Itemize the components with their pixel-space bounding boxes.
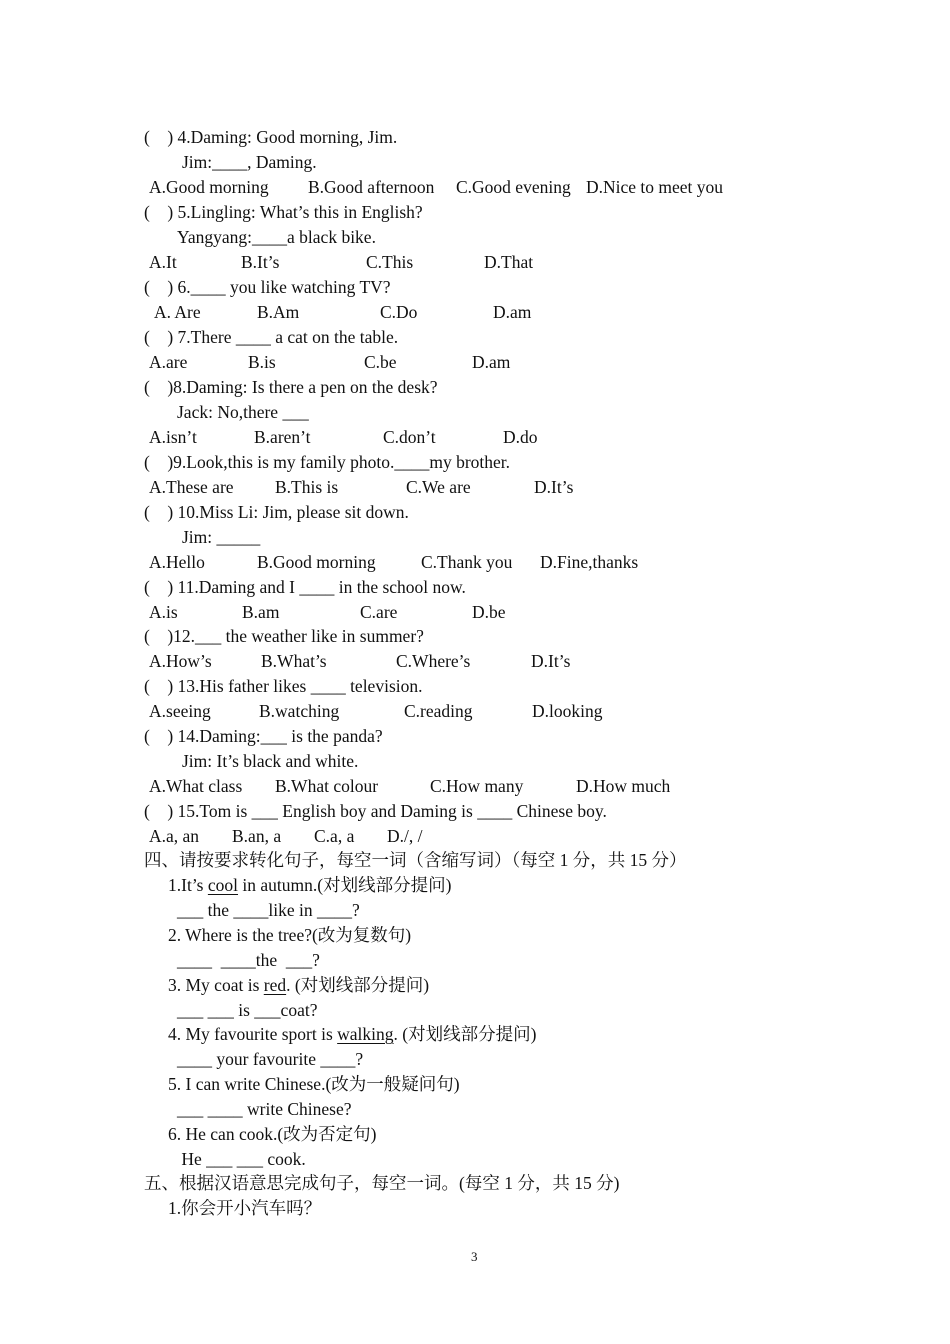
option-a: A.These are — [149, 477, 234, 497]
question-14-stem: ( ) 14.Daming:___ is the panda? — [144, 726, 383, 746]
section-5-item-1: 1.你会开小汽车吗？ — [168, 1198, 322, 1218]
question-8-reply: Jack: No,there ___ — [177, 402, 309, 422]
section-4-item-6-answer: He ___ ___ cook. — [177, 1149, 306, 1169]
option-a: A.isn’t — [149, 427, 197, 447]
section-4-item-5: 5. I can write Chinese.(改为一般疑问句) — [168, 1074, 460, 1094]
section-4-item-4-answer: ____ your favourite ____? — [177, 1049, 364, 1069]
question-14-reply: Jim: It’s black and white. — [182, 751, 359, 771]
section-4-item-3: 3. My coat is red. (对划线部分提问) — [168, 975, 430, 995]
option-a: A.Good morning — [149, 177, 269, 197]
option-c: C.don’t — [383, 427, 436, 447]
question-5-stem: ( ) 5.Lingling: What’s this in English? — [144, 202, 423, 222]
question-4-stem: ( ) 4.Daming: Good morning, Jim. — [144, 127, 398, 147]
section-4-item-1: 1.It’s cool in autumn.(对划线部分提问) — [168, 875, 452, 895]
option-b: B.aren’t — [254, 427, 311, 447]
option-c: C.Where’s — [396, 651, 471, 671]
option-a: A.It — [149, 252, 177, 272]
section-4-item-4: 4. My favourite sport is walking. (对划线部分提问) — [168, 1024, 537, 1044]
underlined-word: walking — [337, 1024, 394, 1044]
option-c: C.How many — [430, 776, 524, 796]
question-13-stem: ( ) 13.His father likes ____ television. — [144, 676, 423, 696]
underlined-word: cool — [207, 875, 239, 895]
option-d: D.looking — [532, 701, 603, 721]
question-15-stem: ( ) 15.Tom is ___ English boy and Daming is ____ Chinese boy. — [144, 801, 607, 821]
option-c: C.Do — [380, 302, 418, 322]
section-5-title: 五、根据汉语意思完成句子，每空一词。(每空 1 分，共 15 分) — [144, 1173, 620, 1193]
option-b: B.Good morning — [257, 552, 376, 572]
option-d: D./, / — [387, 826, 423, 846]
question-8-stem: ( )8.Daming: Is there a pen on the desk? — [144, 377, 438, 397]
question-9-stem: ( )9.Look,this is my family photo.____my brother. — [144, 452, 511, 472]
section-4-item-5-answer: ___ ____ write Chinese? — [177, 1099, 352, 1119]
option-c: C.We are — [406, 477, 471, 497]
option-d: D.am — [493, 302, 532, 322]
option-d: D.That — [484, 252, 534, 272]
option-c: C.be — [364, 352, 397, 372]
option-d: D.be — [472, 602, 506, 622]
section-4-item-1-answer: ___ the ____like in ____? — [177, 900, 360, 920]
option-b: B.an, a — [232, 826, 282, 846]
option-c: C.This — [366, 252, 414, 272]
option-c: C.a, a — [314, 826, 355, 846]
question-4-reply: Jim:____, Daming. — [182, 152, 317, 172]
underlined-word: red — [263, 975, 287, 995]
option-b: B.What’s — [261, 651, 327, 671]
option-b: B.watching — [259, 701, 340, 721]
option-b: B.This is — [275, 477, 339, 497]
option-d: D.It’s — [534, 477, 574, 497]
option-c: C.Thank you — [421, 552, 513, 572]
question-12-stem: ( )12.___ the weather like in summer? — [144, 626, 424, 646]
option-a: A.What class — [149, 776, 243, 796]
option-b: B.It’s — [241, 252, 280, 272]
section-4-title: 四、请按要求转化句子，每空一词（含缩写词）（每空 1 分，共 15 分） — [144, 850, 687, 870]
option-b: B.Good afternoon — [308, 177, 435, 197]
option-d: D.How much — [576, 776, 671, 796]
question-6-stem: ( ) 6.____ you like watching TV? — [144, 277, 391, 297]
option-d: D.Fine,thanks — [540, 552, 639, 572]
option-c: C.are — [360, 602, 398, 622]
option-b: B.is — [248, 352, 276, 372]
option-a: A.is — [149, 602, 178, 622]
option-d: D.It’s — [531, 651, 571, 671]
section-4-item-2-answer: ____ ____the ___? — [177, 950, 320, 970]
option-a: A.are — [149, 352, 188, 372]
option-b: B.What colour — [275, 776, 379, 796]
option-d: D.Nice to meet you — [586, 177, 724, 197]
option-c: C.reading — [404, 701, 473, 721]
option-b: B.am — [242, 602, 280, 622]
option-a: A.seeing — [149, 701, 211, 721]
option-d: D.am — [472, 352, 511, 372]
section-4-item-3-answer: ___ ___ is ___coat? — [177, 1000, 318, 1020]
option-a: A.How’s — [149, 651, 212, 671]
section-4-item-6: 6. He can cook.(改为否定句) — [168, 1124, 377, 1144]
section-4-item-2: 2. Where is the tree?(改为复数句) — [168, 925, 412, 945]
option-a: A.a, an — [149, 826, 200, 846]
option-c: C.Good evening — [456, 177, 571, 197]
question-10-stem: ( ) 10.Miss Li: Jim, please sit down. — [144, 502, 409, 522]
question-10-reply: Jim: _____ — [182, 527, 261, 547]
question-7-stem: ( ) 7.There ____ a cat on the table. — [144, 327, 399, 347]
option-a: A.Hello — [149, 552, 205, 572]
option-b: B.Am — [257, 302, 300, 322]
option-d: D.do — [503, 427, 538, 447]
question-11-stem: ( ) 11.Daming and I ____ in the school now. — [144, 577, 466, 597]
option-a: A. Are — [154, 302, 201, 322]
page-number: 3 — [471, 1249, 478, 1264]
question-5-reply: Yangyang:____a black bike. — [177, 227, 376, 247]
